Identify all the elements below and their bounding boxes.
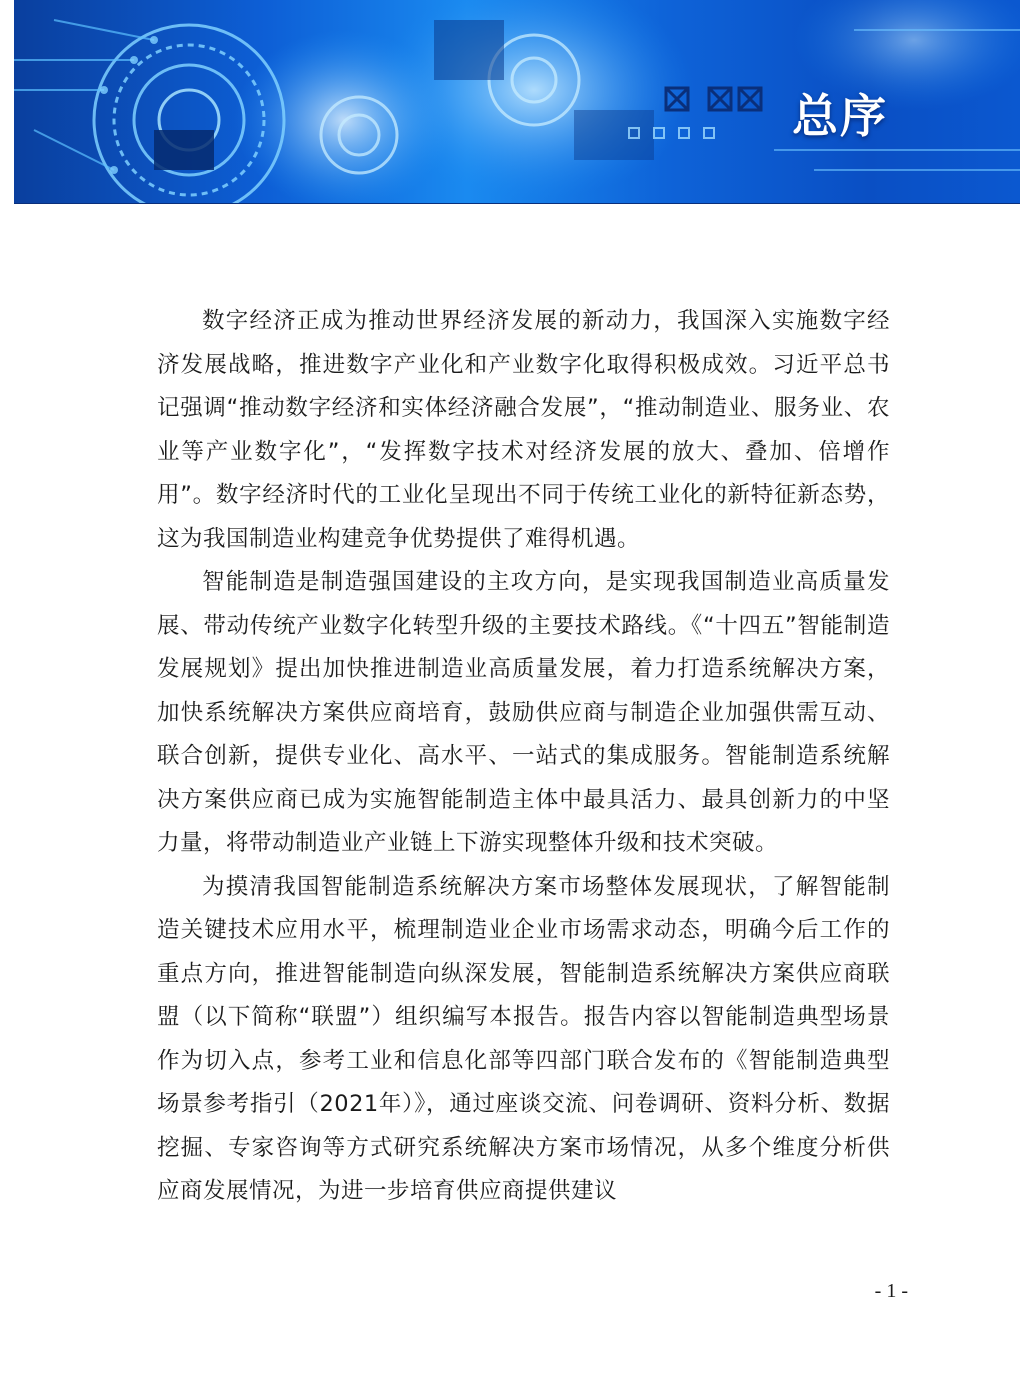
- page-number: - 1 -: [874, 1280, 908, 1302]
- paragraph: 为摸清我国智能制造系统解决方案市场整体发展现状，了解智能制造关键技术应用水平，梳理制造业企业市场需求动态，明确今后工作的重点方向，推进智能制造向纵深发展，智能制造系统解决方案供应商联盟（以下简称“联盟”）组织编写本报告。报告内容以智能制造典型场景作为切入点，参考工业和信息化部等四部门联合发布的《智能制造典型场景参考指引（2021年）》，通过座谈交流、问卷调研、资料分析、数据挖掘、专家咨询等方式研究系统解决方案市场情况，从多个维度分析供应商发展情况，为进一步培育供应商提供建议: [157, 873, 890, 1204]
- paragraph: 智能制造是制造强国建设的主攻方向，是实现我国制造业高质量发展、带动传统产业数字化转型升级的主要技术路线。《“十四五”智能制造发展规划》提出加快推进制造业高质量发展，着力打造系统解决方案，加快系统解决方案供应商培育，鼓励供应商与制造企业加强供需互动、联合创新，提供专业化、高水平、一站式的集成服务。智能制造系统解决方案供应商已成为实施智能制造主体中最具活力、最具创新力的中坚力量，将带动制造业产业链上下游实现整体升级和技术突破。: [157, 569, 890, 856]
- header-banner: [14, 0, 1020, 204]
- paragraph: 数字经济正成为推动世界经济发展的新动力，我国深入实施数字经济发展战略，推进数字产业化和产业数字化取得积极成效。习近平总书记强调“推动数字经济和实体经济融合发展”，“推动制造业、服务业、农业等产业数字化”，“发挥数字技术对经济发展的放大、叠加、倍增作用”。数字经济时代的工业化呈现出不同于传统工业化的新特征新态势，这为我国制造业构建竞争优势提供了难得机遇。: [157, 308, 890, 552]
- page-title: 总序: [792, 89, 888, 143]
- body-text: [157, 300, 890, 1214]
